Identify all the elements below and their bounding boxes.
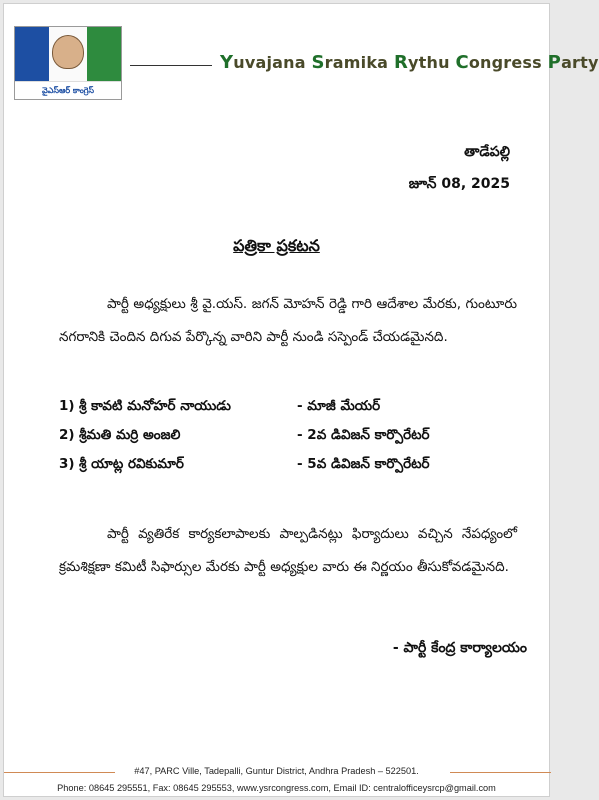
member-role: - 2వ డివిజన్ కార్పొరేటర్	[297, 427, 430, 443]
party-name-initial: S	[311, 52, 325, 73]
member-name: శ్రీమతి మర్రి అంజలి	[79, 427, 181, 443]
press-release-page	[3, 3, 599, 797]
party-name-initial: P	[547, 52, 562, 73]
list-item	[59, 427, 519, 456]
footer-contact: Phone: 08645 295551, Fax: 08645 295553, www.ysrcongress.com, Email ID: centralofficeysrcp@gmail.com	[57, 783, 496, 793]
date: జూన్ 08, 2025	[408, 176, 510, 192]
party-name-word: uvajana	[233, 53, 312, 72]
list-item-number: 2)	[59, 427, 75, 443]
member-role: - 5వ డివిజన్ కార్పొరేటర్	[297, 456, 430, 472]
party-name-initial: C	[455, 52, 469, 73]
document-title: పత్రికా ప్రకటన	[233, 236, 320, 255]
party-name	[220, 52, 599, 73]
suspended-members-list	[59, 398, 519, 485]
member-name: శ్రీ యాట్ల రవికుమార్	[79, 456, 184, 472]
list-item-number: 3)	[59, 456, 75, 472]
party-name-initial: R	[393, 52, 408, 73]
footer-address: #47, PARC Ville, Tadepalli, Guntur District, Andhra Pradesh – 522501.	[134, 766, 419, 776]
party-name-word: arty	[561, 53, 599, 72]
list-item-number: 1)	[59, 398, 75, 414]
header-divider	[130, 65, 212, 66]
member-role: - మాజీ మేయర్	[297, 398, 381, 414]
party-name-word: ythu	[408, 53, 456, 72]
place: తాడేపల్లి	[464, 144, 510, 160]
signature: - పార్టీ కేంద్ర కార్యాలయం	[392, 640, 527, 656]
party-logo	[14, 26, 122, 100]
party-name-word: ongress	[468, 53, 548, 72]
intro-paragraph: పార్టీ అధ్యక్షులు శ్రీ వై.యస్. జగన్ మోహన్ రెడ్డి గారి ఆదేశాల మేరకు, గుంటూరు నగరానికి చెందిన దిగువ పేర్కొన్న వారిని పార్టీ నుండి సస్పెండ్ చేయడమైనది.	[59, 296, 517, 345]
list-item	[59, 456, 519, 485]
party-name-initial: Y	[220, 52, 234, 73]
list-item	[59, 398, 519, 427]
logo-banner-text: వైఎస్ఆర్ కాంగ్రెస్	[15, 81, 121, 99]
leader-portrait-icon	[52, 35, 84, 69]
reason-paragraph: పార్టీ వ్యతిరేక కార్యకలాపాలకు పాల్పడినట్లు ఫిర్యాదులు వచ్చిన నేపధ్యంలో క్రమశిక్షణా కమిటీ సిఫార్సుల మేరకు పార్టీ అధ్యక్షుల వారు ఈ నిర్ణయం తీసుకోవడమైనది.	[59, 526, 517, 575]
member-name: శ్రీ కావటి మనోహర్ నాయుడు	[79, 398, 231, 414]
party-name-word: ramika	[324, 53, 394, 72]
